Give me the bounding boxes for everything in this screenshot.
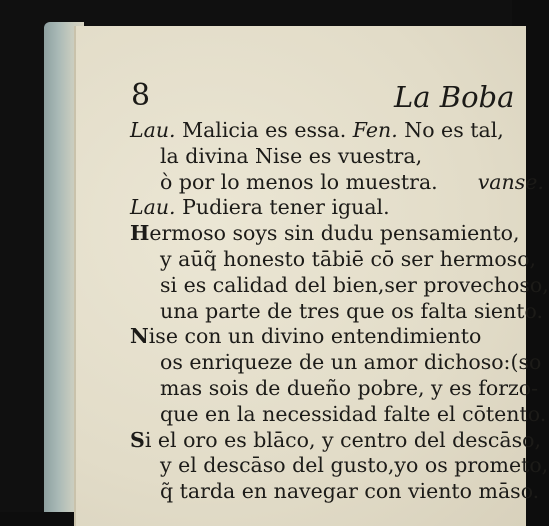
line-text: No es tal, [397, 118, 504, 142]
text-line [130, 324, 510, 350]
text-line [130, 401, 547, 428]
line-text: q̃ tarda en navegar con viento māso. [160, 479, 540, 504]
line-text: mas sois de dueño pobre, y es forzo- [160, 375, 539, 400]
line-text: ò por lo menos lo muestra. [160, 169, 438, 194]
verse-text [130, 118, 549, 505]
text-line [130, 479, 540, 505]
initial-letter: S [130, 427, 145, 452]
stage-direction: vanse. [477, 169, 544, 194]
line-text: y aūq̃ honesto tābiē cō ser hermoso, [160, 246, 537, 271]
text-line [130, 375, 539, 402]
text-line [130, 118, 510, 144]
line-text: una parte de tres que os falta siento. [160, 298, 543, 323]
initial-letter: N [130, 324, 149, 349]
line-text: ise con un divino entendimiento [148, 324, 482, 349]
text-line [130, 350, 542, 376]
text-line [130, 298, 543, 325]
line-text: si es calidad del bien,ser provechoso, [160, 272, 549, 297]
line-text: Pudiera tener igual. [175, 195, 390, 220]
line-text: os enriqueze de un amor dichoso:(so [160, 350, 542, 375]
speaker-name: Fen. [352, 118, 398, 142]
text-line [130, 246, 537, 273]
line-text: y el descāso del gusto,yo os prometo, [160, 453, 549, 478]
text-line [130, 195, 510, 221]
text-line [130, 144, 510, 170]
page-number: 8 [131, 78, 151, 113]
text-line [130, 453, 549, 479]
text-line [130, 272, 549, 299]
line-text: ermoso soys sin dudu pensamiento, [149, 221, 520, 246]
line-text: i el oro es blāco, y centro del descāso, [144, 427, 542, 452]
line-text: la divina Nise es vuestra, [160, 143, 423, 168]
running-head: La Boba [394, 80, 515, 114]
line-text: Malicia es essa. [175, 118, 353, 142]
speaker-name: Lau. [130, 118, 176, 142]
text-line [130, 169, 544, 196]
speaker-name: Lau. [130, 195, 176, 220]
text-line [130, 427, 542, 454]
initial-letter: H [130, 221, 150, 246]
line-text: que en la necessidad falte el cōtento. [160, 401, 547, 426]
text-line [130, 221, 520, 247]
